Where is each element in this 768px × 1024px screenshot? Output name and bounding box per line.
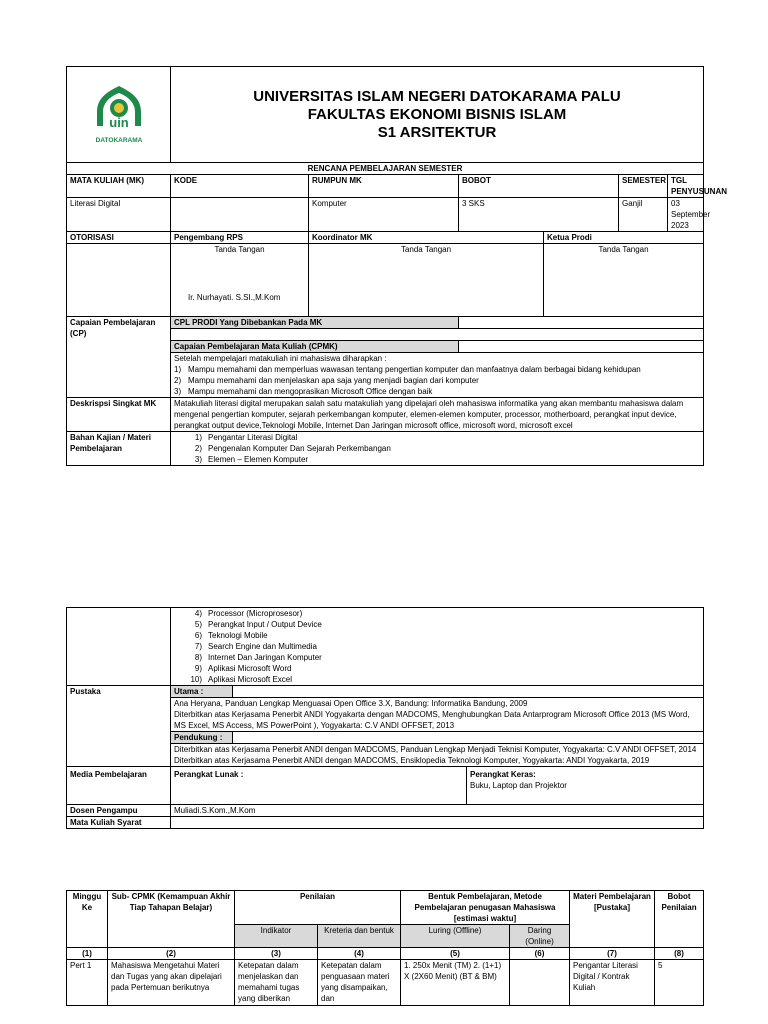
row-minggu: Pert 1	[67, 960, 108, 1006]
dosen-label: Dosen Pengampu	[67, 805, 171, 817]
cpmk-item: 2) Mampu memahami dan menjelaskan apa saja yang menjadi bagian dari komputer	[174, 376, 479, 385]
media-lunak: Perangkat Lunak :	[171, 767, 467, 805]
value-rumpun: Komputer	[309, 198, 459, 232]
syarat-label: Mata Kuliah Syarat	[67, 817, 171, 829]
bahan-label: Bahan Kajian / Materi Pembelajaran	[67, 432, 171, 466]
th-kriteria: Kreteria dan bentuk	[318, 925, 401, 948]
university-logo-icon	[87, 82, 151, 148]
svg-text:uin: uin	[108, 114, 129, 130]
bahan-item: 1) Pengantar Literasi Digital	[194, 433, 298, 442]
header-bobot: BOBOT	[459, 175, 619, 198]
bahan-item: 3) Elemen – Elemen Komputer	[194, 455, 309, 464]
row-subcpmk: Mahasiswa Mengetahui Materi dan Tugas yang akan dipelajari pada Pertemuan berikutnya	[108, 960, 235, 1006]
pustaka-pendukung-empty	[233, 732, 704, 744]
kaprodi-signature	[544, 244, 704, 317]
university-name: UNIVERSITAS ISLAM NEGERI DATOKARAMA PALU	[253, 87, 621, 105]
rps-title: RENCANA PEMBELAJARAN SEMESTER	[67, 163, 704, 175]
th-indikator: Indikator	[235, 925, 318, 948]
pustaka-utama-heading: Utama :	[171, 686, 233, 698]
col-number: (7)	[570, 948, 655, 960]
cp-label: Capaian Pembelajaran (CP)	[67, 317, 171, 398]
header-tgl: TGL PENYUSUNAN	[671, 176, 728, 196]
schedule-table	[66, 890, 704, 1006]
value-mk: Literasi Digital	[67, 198, 171, 232]
rps-table-page1	[66, 66, 728, 466]
value-semester-tgl	[619, 198, 711, 232]
bahan-continued-label	[67, 608, 171, 686]
cpl-empty	[459, 317, 704, 329]
row-materi: Pengantar Literasi Digital / Kontrak Kuliah	[570, 960, 655, 1006]
row-kriteria: Ketepatan dalam penguasaan materi yang disampaikan, dan	[318, 960, 401, 1006]
header-semester-tgl	[619, 175, 728, 198]
pustaka-pendukung-1: Diterbitkan atas Kerjasama Penerbit ANDI dengan MADCOMS, Panduan Lengkap Menjadi Teknisi Komputer, Yogyakarta: C.V ANDI OFFSET, 2014	[174, 745, 697, 754]
media-label: Media Pembelajaran	[67, 767, 171, 805]
dosen-value: Muliadi.S.Kom.,M.Kom	[171, 805, 704, 817]
pustaka-utama-empty	[233, 686, 704, 698]
header-kode: KODE	[171, 175, 309, 198]
bahan-item: 8) Internet Dan Jaringan Komputer	[194, 653, 322, 662]
value-semester: Ganjil	[619, 198, 668, 231]
th-minggu: Minggu Ke	[67, 891, 108, 948]
cpmk-intro: Setelah mempelajari matakuliah ini mahasiswa diharapkan :	[174, 354, 387, 363]
bahan-item: 6) Teknologi Mobile	[194, 631, 268, 640]
th-daring: Daring (Online)	[510, 925, 570, 948]
pengembang-name: Ir. Nurhayati. S.SI.,M.Kom	[188, 293, 281, 302]
value-kode	[171, 198, 309, 232]
otorisasi-label: OTORISASI	[67, 232, 171, 244]
logo-cell	[67, 67, 171, 163]
cpl-content	[171, 329, 704, 341]
pustaka-utama-list	[171, 698, 704, 732]
col-number: (1)	[67, 948, 108, 960]
koordinator-label: Koordinator MK	[309, 232, 544, 244]
kaprodi-label: Ketua Prodi	[544, 232, 704, 244]
col-number: (6)	[510, 948, 570, 960]
row-indikator: Ketepatan dalam menjelaskan dan memahami tugas yang diberikan	[235, 960, 318, 1006]
value-bobot: 3 SKS	[459, 198, 619, 232]
pustaka-pendukung-heading: Pendukung :	[171, 732, 233, 744]
bahan-item: 9) Aplikasi Microsoft Word	[194, 664, 292, 673]
cpmk-heading: Capaian Pembelajaran Mata Kuliah (CPMK)	[171, 341, 459, 353]
pustaka-utama-1: Ana Heryana, Panduan Lengkap Menguasai Open Office 3.X, Bandung: Informatika Bandung, 2009	[174, 699, 528, 708]
koordinator-signature	[309, 244, 544, 317]
pengembang-label: Pengembang RPS	[171, 232, 309, 244]
th-luring: Luring (Offline)	[401, 925, 510, 948]
bahan-list	[171, 432, 704, 466]
cpl-heading: CPL PRODI Yang Dibebankan Pada MK	[171, 317, 459, 329]
header-rumpun: RUMPUN MK	[309, 175, 459, 198]
deskripsi-label: Deskrispsi Singkat MK	[67, 398, 171, 432]
rps-table-page2	[66, 607, 704, 829]
cpmk-empty	[459, 341, 704, 353]
bahan-item: 7) Search Engine dan Multimedia	[194, 642, 317, 651]
syarat-value	[171, 817, 704, 829]
program-name: S1 ARSITEKTUR	[377, 123, 497, 141]
bahan-item: 2) Pengenalan Komputer Dan Sejarah Perkembangan	[194, 444, 391, 453]
col-number: (3)	[235, 948, 318, 960]
university-header	[171, 67, 704, 163]
pustaka-pendukung-list	[171, 744, 704, 767]
row-luring: 1. 250x Menit (TM) 2. (1+1) X (2X60 Menit) (BT & BM)	[401, 960, 510, 1006]
th-subcpmk: Sub- CPMK (Kemampuan Akhir Tiap Tahapan Belajar)	[108, 891, 235, 948]
faculty-name: FAKULTAS EKONOMI BISNIS ISLAM	[307, 105, 567, 123]
th-bobot: Bobot Penilaian	[655, 891, 704, 948]
th-penilaian: Penilaian	[235, 891, 401, 925]
media-keras-value: Buku, Laptop dan Projektor	[470, 781, 567, 790]
pengembang-signature	[171, 244, 309, 317]
col-number: (2)	[108, 948, 235, 960]
cpmk-item: 3) Mampu memahami dan mengoprasikan Microsoft Office dengan baik	[174, 387, 433, 396]
ttd-label: Tanda Tangan	[400, 245, 452, 254]
bahan-list-continued	[171, 608, 704, 686]
th-materi: Materi Pembelajaran [Pustaka]	[570, 891, 655, 948]
cpmk-content	[171, 353, 704, 398]
col-number: (4)	[318, 948, 401, 960]
ttd-label: Tanda Tangan	[214, 245, 265, 254]
table-row	[67, 960, 704, 1006]
media-keras-cell	[467, 767, 704, 805]
pustaka-label: Pustaka	[67, 686, 171, 767]
bahan-item: 5) Perangkat Input / Output Device	[194, 620, 322, 629]
cpmk-item: 1) Mampu memahami dan memperluas wawasan tentang pengertian komputer dan manfaatnya dalam berbagai bidang kehidupan	[174, 365, 641, 374]
row-bobot: 5	[655, 960, 704, 1006]
col-number: (8)	[655, 948, 704, 960]
th-bentuk: Bentuk Pembelajaran, Metode Pembelajaran penugasan Mahasiswa [estimasi waktu]	[401, 891, 570, 925]
col-number: (5)	[401, 948, 510, 960]
bahan-item: 10) Aplikasi Microsoft Excel	[190, 675, 293, 684]
row-daring	[510, 960, 570, 1006]
deskripsi-text: Matakuliah literasi digital merupakan salah satu matakuliah yang dipelajari oleh mahasiswa informatika yang akan membantu mahasiswa dalam mengenal pengertian komputer, sejarah perkembangan komputer, elemen-elemen komputer, processor, motherboard, perangkat input device, perangkat output device,Teknologi Mobile, Internet Dan Jaringan microsoft office, microsoft word, microsoft excel	[171, 398, 704, 432]
logo-text: DATOKARAMA	[95, 136, 142, 144]
header-mk: MATA KULIAH (MK)	[67, 175, 171, 198]
ttd-label: Tanda Tangan	[598, 245, 649, 254]
pustaka-pendukung-2: Diterbitkan atas Kerjasama Penerbit ANDI dengan MADCOMS, Ensiklopedia Teknologi Komputer, Yogyakarta: ANDI Yogyakarta, 2019	[174, 756, 650, 765]
bahan-item: 4) Processor (Microprosesor)	[194, 609, 303, 618]
media-keras-label: Perangkat Keras:	[470, 770, 536, 779]
signature-spacer	[67, 244, 171, 317]
pustaka-utama-2: Diterbitkan atas Kerjasama Penerbit ANDI Yogyakarta dengan MADCOMS, Menghubungkan Data Antarprogram Microsoft Office 2013 (MS Word, MS Excel, MS Access, MS PowerPoint ), Yogyakarta: C.V ANDI OFFSET, 2013	[174, 710, 690, 730]
value-tgl: 03 September 2023	[671, 199, 711, 230]
header-semester: SEMESTER	[619, 175, 668, 197]
